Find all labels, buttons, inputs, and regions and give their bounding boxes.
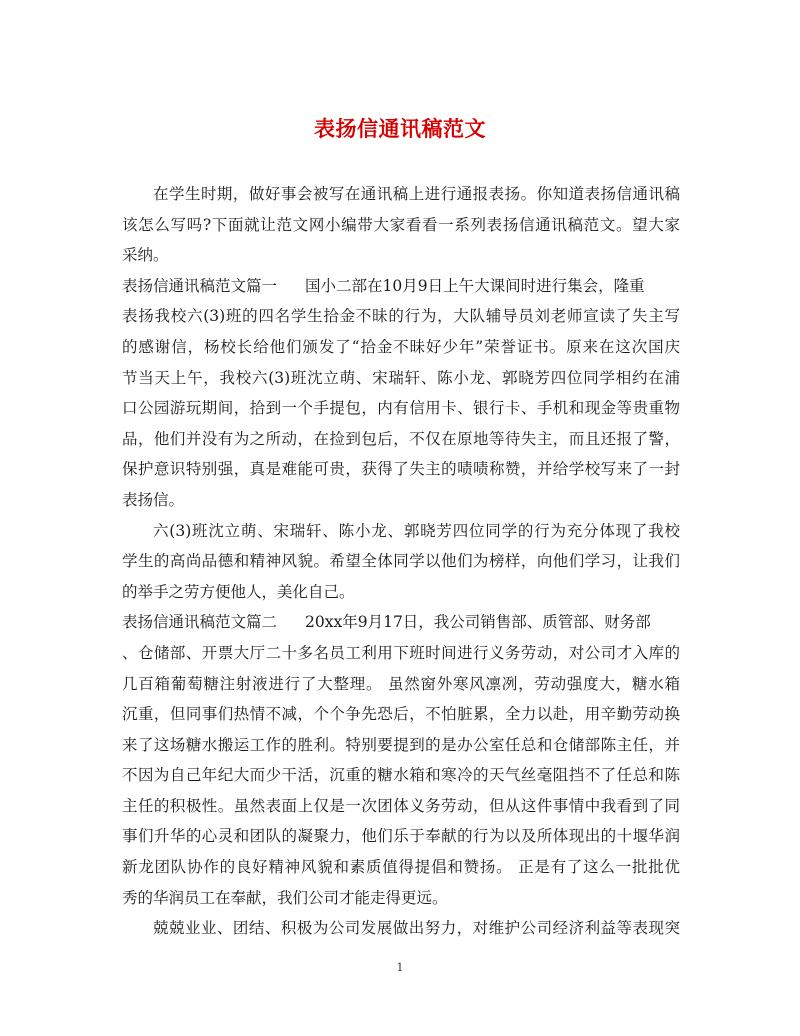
- line-text: 主任的积极性。虽然表面上仅是一次团体义务劳动，但从这件事情中我看到了同: [122, 796, 680, 815]
- line-text: 表扬信。: [122, 490, 185, 509]
- text-line: [122, 454, 680, 485]
- text-line: [122, 424, 680, 455]
- line-text: 学生的高尚品德和精神风貌。希望全体同学以他们为榜样，向他们学习，让我们: [122, 552, 680, 571]
- text-line: [122, 852, 680, 883]
- text-line: [122, 301, 680, 332]
- line-text: 不因为自己年纪大而少干活，沉重的糖水箱和寒冷的天气丝毫阻挡不了任总和陈: [122, 766, 680, 785]
- text-line: [122, 546, 680, 577]
- line-text: 品，他们并没有为之所动，在捡到包后，不仅在原地等待失主，而且还报了警，: [122, 429, 680, 448]
- line-text: 事们升华的心灵和团队的凝聚力，他们乐于奉献的行为以及所体现出的十堰华润: [122, 827, 680, 846]
- text-line: [122, 791, 680, 822]
- line-text: 20xx年9月17日，我公司销售部、质管部、财务部: [305, 613, 651, 632]
- text-line: [122, 760, 680, 791]
- text-line: [122, 393, 680, 424]
- text-line: [122, 730, 680, 761]
- document-body: [122, 179, 680, 944]
- text-line: [122, 179, 680, 210]
- text-line: [122, 332, 680, 363]
- section-label: 表扬信通讯稿范文篇二: [122, 613, 278, 632]
- text-line: [122, 363, 680, 394]
- text-line: [122, 577, 680, 608]
- text-line: [122, 883, 680, 914]
- line-text: 沉重，但同事们热情不减，个个争先恐后，不怕脏累，全力以赴，用辛勤劳动换: [122, 705, 680, 724]
- text-line: [122, 516, 680, 547]
- text-line: [122, 271, 680, 302]
- text-line: [122, 240, 680, 271]
- line-text: 的感谢信，杨校长给他们颁发了“拾金不昧好少年”荣誉证书。原来在这次国庆: [122, 337, 680, 356]
- line-text: 兢兢业业、团结、积极为公司发展做出努力，对维护公司经济利益等表现突: [153, 919, 680, 938]
- text-line: [122, 913, 680, 944]
- line-text: 来了这场糖水搬运工作的胜利。特别要提到的是办公室任总和仓储部陈主任，并: [122, 735, 680, 754]
- text-line: [122, 821, 680, 852]
- line-text: 该怎么写吗?下面就让范文网小编带大家看看一系列表扬信通讯稿范文。望大家: [122, 215, 680, 234]
- line-text: 秀的华润员工在奉献，我们公司才能走得更远。: [122, 888, 448, 907]
- line-text: 的举手之劳方便他人，美化自己。: [122, 582, 355, 601]
- line-text: 新龙团队协作的良好精神风貌和素质值得提倡和赞扬。 正是有了这么一批批优: [122, 858, 680, 877]
- text-line: [122, 638, 680, 669]
- line-text: 保护意识特别强，真是难能可贵，获得了失主的啧啧称赞，并给学校写来了一封: [122, 460, 680, 479]
- text-line: [122, 485, 680, 516]
- line-text: 采纳。: [122, 246, 169, 265]
- line-text: 表扬我校六(3)班的四名学生拾金不昧的行为，大队辅导员刘老师宣读了失主写: [122, 307, 680, 326]
- line-text: 国小二部在10月9日上午大课间时进行集会，隆重: [305, 276, 645, 295]
- text-line: [122, 607, 680, 638]
- line-text: 口公园游玩期间，拾到一个手提包，内有信用卡、银行卡、手机和现金等贵重物: [122, 399, 680, 418]
- line-text: 节当天上午，我校六(3)班沈立萌、宋瑞轩、陈小龙、郭晓芳四位同学相约在浦: [122, 368, 680, 387]
- text-line: [122, 699, 680, 730]
- text-line: [122, 210, 680, 241]
- page-number: 1: [396, 961, 404, 974]
- document-title: 表扬信通讯稿范文: [314, 117, 486, 141]
- text-line: [122, 669, 680, 700]
- line-text: 在学生时期，做好事会被写在通讯稿上进行通报表扬。你知道表扬信通讯稿: [153, 185, 680, 203]
- section-label: 表扬信通讯稿范文篇一: [122, 276, 278, 295]
- line-text: 六(3)班沈立萌、宋瑞轩、陈小龙、郭晓芳四位同学的行为充分体现了我校: [153, 521, 680, 540]
- line-text: 几百箱葡萄糖注射液进行了大整理。 虽然窗外寒风凛冽，劳动强度大，糖水箱: [122, 674, 680, 693]
- line-text: 、仓储部、开票大厅二十多名员工利用下班时间进行义务劳动，对公司才入库的: [122, 643, 680, 662]
